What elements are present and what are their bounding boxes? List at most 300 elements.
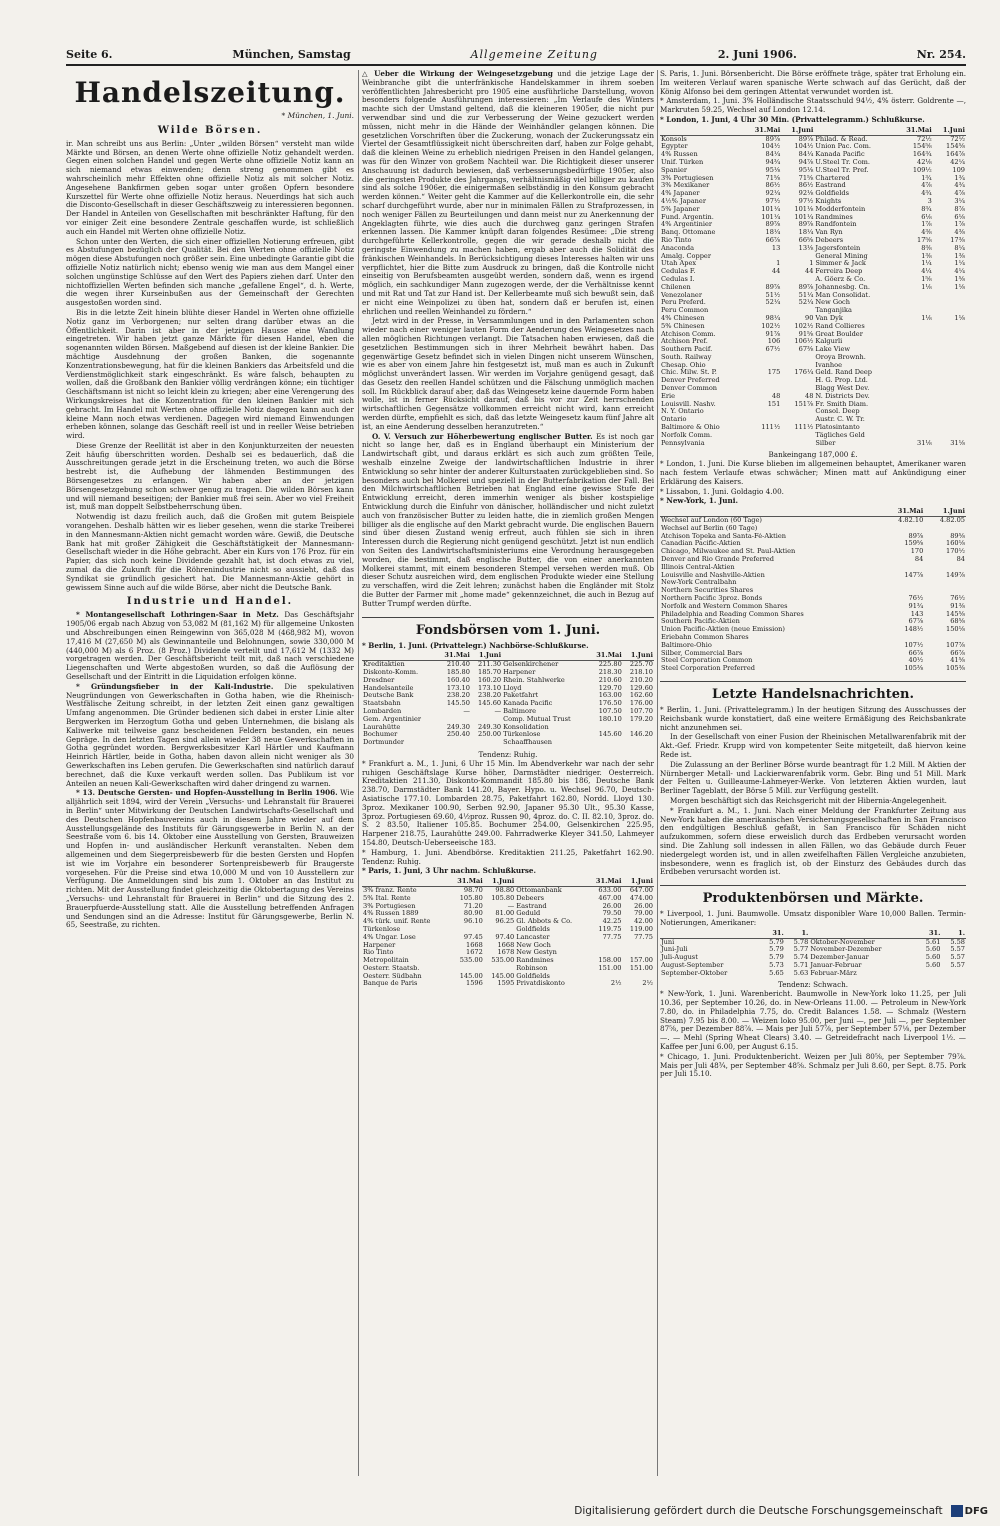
table-cell: 80.90 xyxy=(463,910,483,918)
table-cell xyxy=(924,564,966,572)
table-row xyxy=(660,385,966,393)
table-cell: 89⅞ xyxy=(798,221,814,229)
table-cell: 97½ xyxy=(798,197,814,205)
table-cell: 31⅛ xyxy=(917,439,932,447)
table-cell: 84¼ xyxy=(798,151,814,159)
table-cell: Banque de Paris xyxy=(363,980,418,988)
market-report-paris: S. Paris, 1. Juni. Börsenbericht. Die Börse eröffnete träge, später trat Erholung ein. Im weiteren Verlauf waren spanische Werte schwach auf das Gerücht, daß der König Alfonso bei dem geringen Attentat verwundet worden ist. xyxy=(660,70,966,96)
table-cell: 71⅝ xyxy=(798,174,814,182)
table-cell xyxy=(933,299,966,307)
table-cell: 249.30 xyxy=(478,723,502,731)
market-heading-paris: * Paris, 1. Juni, 3 Uhr nachm. Schlußkurse. xyxy=(362,866,536,876)
table-row xyxy=(660,962,966,970)
table-cell: Schaaffhausen xyxy=(503,739,553,747)
table-cell: Paketfahrt xyxy=(503,692,539,700)
column-header: 1. xyxy=(785,930,810,938)
table-cell xyxy=(895,299,933,307)
table-cell: 1668 xyxy=(497,941,515,949)
table-row xyxy=(660,938,966,946)
table-cell: 107½ xyxy=(904,641,924,649)
table-cell xyxy=(933,323,966,331)
table-cell xyxy=(743,307,781,315)
table-cell: 96.25 xyxy=(495,918,515,926)
table-cell xyxy=(781,377,814,385)
table-cell: 97½ xyxy=(765,197,781,205)
table-row xyxy=(660,245,966,253)
table-cell: 1⅝ xyxy=(921,275,932,283)
table-cell: Egypter xyxy=(661,143,688,151)
table-cell: Eriebahn Common Shares xyxy=(661,633,749,641)
table-cell: 151.00 xyxy=(629,964,653,972)
paragraph: Schon unter den Werten, die sich einer offiziellen Notierung erfreuen, gibt es Abstufungen bezüglich der Qualität. Bei den Werten ohne offizielle Notiz mögen diese Abstufungen noch größer sein. Eine unbedingte Garantie gibt die offizielle Notiz natürlich nicht; ebenso wenig wie man aus dem Mangel einer solchen ungünstige Schlüsse auf den Wert des Papiers ziehen darf. Unter den nichtoffiziellen Werten befinden sich manche „gefallene Engel“, d. h. Werte, die wegen ihrer Kurseinbußen aus der Gemeinschaft der Gerechten ausgestoßen worden sind. xyxy=(66,236,354,308)
paris-table xyxy=(362,878,654,988)
table-cell: Man Consolidat. xyxy=(815,291,871,299)
table-header xyxy=(362,652,654,660)
table-row xyxy=(660,253,966,261)
table-cell: 1595 xyxy=(497,980,515,988)
table-cell: 4.82.10 xyxy=(898,516,924,525)
table-cell xyxy=(924,579,966,587)
table-cell: 96.10 xyxy=(463,918,483,926)
column-header: 31.Mai xyxy=(437,652,471,660)
table-cell: 94¾ xyxy=(765,158,781,166)
table-row xyxy=(660,167,966,175)
table-cell: Randmines xyxy=(516,957,554,965)
table-cell: Handelsanteile xyxy=(363,684,414,692)
column-header: 1.Juni xyxy=(933,127,966,135)
table-cell xyxy=(743,385,781,393)
table-cell: Gl. Abbots & Co. xyxy=(516,918,573,926)
table-cell: 107.50 xyxy=(598,707,622,715)
table-cell: 4% Chinesen xyxy=(661,314,705,322)
table-cell: 107⅞ xyxy=(946,641,965,649)
table-cell: 5.79 xyxy=(769,938,784,946)
table-cell: 218.10 xyxy=(629,669,653,676)
table-cell: August-September xyxy=(661,961,724,969)
table-row xyxy=(660,408,966,416)
table-cell: 4% Russen 1889 xyxy=(363,910,419,918)
table-cell: 1⅛ xyxy=(921,314,932,322)
table-cell: 111½ xyxy=(794,424,814,432)
table-cell: 52¼ xyxy=(765,299,781,307)
table-cell: 5.73 xyxy=(769,961,784,969)
table-cell xyxy=(743,253,781,261)
table-cell: 101¼ xyxy=(794,213,814,221)
table-cell: 145.00 xyxy=(459,972,483,980)
table-cell: Laurahütte xyxy=(363,723,401,731)
table-cell xyxy=(895,424,933,432)
table-row xyxy=(660,657,966,665)
table-cell: 1¼ xyxy=(954,260,965,268)
table-cell: Silber xyxy=(815,439,836,447)
table-cell: Modderfontein xyxy=(815,205,866,213)
table-cell: Canadian Pacific-Aktien xyxy=(661,540,741,548)
table-cell: H. G. Prop. Ltd. xyxy=(815,377,868,385)
table-cell: Tägliches Geld xyxy=(815,431,865,439)
table-cell: 48 xyxy=(805,392,814,400)
table-row xyxy=(660,572,966,580)
table-cell: 210.20 xyxy=(629,676,653,684)
table-cell: 89⅞ xyxy=(908,532,924,540)
table-cell: 101¼ xyxy=(761,213,781,221)
table-cell xyxy=(588,949,623,957)
tendency: Tendenz: Ruhig. xyxy=(478,749,538,759)
column-header xyxy=(814,127,895,135)
table-cell xyxy=(933,393,966,401)
table-header xyxy=(362,878,654,886)
table-cell xyxy=(437,739,471,747)
table-cell: 149⅞ xyxy=(946,571,965,579)
table-cell: 91¾ xyxy=(908,602,924,610)
table-cell: 143 xyxy=(910,610,924,618)
table-row xyxy=(660,260,966,268)
table-cell: 42¼ xyxy=(950,158,965,166)
table-cell: 647.00 xyxy=(629,886,653,894)
table-cell: 145.50 xyxy=(446,700,470,708)
table-cell xyxy=(743,362,781,370)
table-cell: 176.00 xyxy=(629,700,653,708)
table-row xyxy=(362,739,654,747)
table-cell: Northern Securities Shares xyxy=(661,587,754,595)
table-cell: 148½ xyxy=(904,626,924,634)
table-row xyxy=(660,556,966,564)
table-cell: 89⅞ xyxy=(765,221,781,229)
table-cell xyxy=(933,331,966,339)
table-cell: Oesterr. Staatsb. xyxy=(363,964,420,972)
table-cell: 5.60 xyxy=(925,946,941,954)
table-cell: Atchison Topeka and Santa-Fé-Aktien xyxy=(661,532,787,540)
liverpool-table xyxy=(660,930,966,978)
item-heading: * Montangesellschaft Lothringen-Saar in Metz. xyxy=(76,610,279,620)
table-row xyxy=(660,190,966,198)
table-cell: 66⅞ xyxy=(908,649,924,657)
column-header: 31.Mai xyxy=(743,127,781,135)
table-cell: Wechsel auf London (60 Tage) xyxy=(661,516,762,525)
table-cell: 4⅞ xyxy=(921,182,932,190)
table-cell: 109½ xyxy=(912,166,932,174)
column-header: 1.Juni xyxy=(924,508,966,516)
table-cell: 4⅞ xyxy=(954,190,965,198)
table-cell xyxy=(924,587,966,595)
table-cell: 173.10 xyxy=(478,684,502,692)
table-cell: Lombarden xyxy=(363,707,402,715)
table-cell: Union Pacific-Aktien (neue Emission) xyxy=(661,626,785,634)
table-cell: 4⅜ xyxy=(921,229,932,237)
table-row xyxy=(660,377,966,385)
table-cell xyxy=(917,970,942,978)
table-cell: Venezolaner xyxy=(661,291,702,299)
table-cell: Spanier xyxy=(661,166,688,174)
table-cell: Ontario xyxy=(661,416,687,424)
table-cell xyxy=(924,634,966,642)
table-cell: 474.00 xyxy=(629,894,653,902)
table-cell: Gem. Argentinier xyxy=(363,715,422,723)
table-cell: 164¾ xyxy=(912,151,932,159)
table-cell: 175 xyxy=(767,369,781,377)
table-cell: 86½ xyxy=(798,182,814,190)
table-cell: 86½ xyxy=(765,182,781,190)
paragraph: * Frankfurt a. M., 1. Juni. Nach einer Meldung der Frankfurter Zeitung aus New-York haben die amerikanischen Versicherungsgesellschaften in San Francisco den endgültigen Beschluß gefaßt, in San Francisco für Schäden nicht aufzukommen, sofern diese erweislich durch das Erdbeben verursacht worden sind. Die Zahlung soll indessen in allen Fällen, wo das Gebäude durch Feuer niedergelegt worden ist, und in allen zweifelhaften Fällen Vergleiche anzubieten, insbesondere, wenn es fraglich ist, ob der Einsturz des Gebäudes durch das Erdbeben verursacht worden ist. xyxy=(660,805,966,877)
table-cell: Jagersfontein xyxy=(815,244,861,252)
table-row xyxy=(362,903,654,911)
table-cell: 249.30 xyxy=(446,723,470,731)
table-cell: 154⅝ xyxy=(912,143,932,151)
table-cell: 101¼ xyxy=(761,205,781,213)
table-cell: 5.79 xyxy=(769,954,784,962)
table-cell: Konsols xyxy=(661,135,687,143)
table-cell: 79.50 xyxy=(602,910,622,918)
table-cell: Austr. C. W. Tr. xyxy=(815,416,865,424)
table-cell: 52¼ xyxy=(798,299,814,307)
table-cell: 535.00 xyxy=(491,957,515,965)
table-cell: 1⅛ xyxy=(954,314,965,322)
table-cell: 90 xyxy=(805,314,814,322)
table-cell: 4¾ xyxy=(954,182,965,190)
table-row xyxy=(660,182,966,190)
table-cell: 211.30 xyxy=(478,660,502,669)
table-cell: Kalgurli xyxy=(815,338,843,346)
table-cell xyxy=(924,525,966,533)
market-heading-london: * London, 1. Juni, 4 Uhr 30 Min. (Privattelegramm.) Schlußkurse. xyxy=(660,114,925,124)
table-cell: Ferreira Deep xyxy=(815,268,863,276)
table-cell: — xyxy=(507,902,515,910)
table-cell: Louisvill. Nashv. xyxy=(661,400,716,408)
table-cell: Illinois Central-Aktien xyxy=(661,563,735,571)
column-header: 1.Juni xyxy=(484,878,515,886)
table-cell xyxy=(933,424,966,432)
table-cell: 18¼ xyxy=(798,229,814,237)
table-cell: 1672 xyxy=(466,949,483,957)
table-cell: Oktober-November xyxy=(810,938,875,946)
table-cell: 157.00 xyxy=(629,957,653,965)
item-heading: △ Ueber die Wirkung der Weingesetzgebung xyxy=(362,70,553,78)
table-cell: Goldfields xyxy=(815,190,849,198)
table-cell: 129.70 xyxy=(598,684,622,692)
table-cell xyxy=(781,253,814,261)
table-cell: Amalg. Copper xyxy=(661,252,711,260)
table-cell xyxy=(781,307,814,315)
table-cell: Pennsylvania xyxy=(661,439,705,447)
table-row xyxy=(660,424,966,432)
table-cell: 13⅛ xyxy=(798,244,814,252)
table-cell: 4.82.05 xyxy=(939,516,965,525)
table-row xyxy=(660,618,966,626)
table-cell: 102½ xyxy=(761,322,781,330)
table-cell xyxy=(781,416,814,424)
table-row xyxy=(660,650,966,658)
table-row xyxy=(660,595,966,603)
table-cell: 89⅞ xyxy=(798,283,814,291)
section-title-produkten: Produktenbörsen und Märkte. xyxy=(660,885,966,907)
table-cell: 8⅞ xyxy=(954,205,965,213)
table-cell: 66⅞ xyxy=(765,236,781,244)
table-cell: Philadelphia and Reading Common Shares xyxy=(661,610,804,618)
table-row xyxy=(660,323,966,331)
table-cell xyxy=(882,564,924,572)
table-cell xyxy=(895,377,933,385)
table-row xyxy=(660,292,966,300)
table-cell: September-Oktober xyxy=(661,969,728,977)
table-cell: 3% Portugiesen xyxy=(363,902,416,910)
table-cell: 5.71 xyxy=(793,961,809,969)
table-cell: 109 xyxy=(952,166,965,174)
table-cell: Geld. Rand Deep xyxy=(815,369,873,377)
table-cell: Rio Tinto xyxy=(661,236,692,244)
table-cell: 1⅞ xyxy=(954,221,965,229)
table-cell: 3% franz. Rente xyxy=(363,886,417,894)
table-cell: 467.00 xyxy=(598,894,622,902)
column-header xyxy=(809,930,917,938)
table-cell: Steel Corporation Preferred xyxy=(661,665,755,673)
table-cell: Norfolk Comm. xyxy=(661,431,713,439)
table-cell: Ivanhoe xyxy=(815,361,843,369)
table-cell: Baltimore-Ohio xyxy=(661,641,712,649)
table-cell: 129.60 xyxy=(629,684,653,692)
table-cell: 77.75 xyxy=(602,933,622,941)
table-cell: 160⅛ xyxy=(946,540,965,548)
table-row xyxy=(660,525,966,533)
column-header xyxy=(660,127,743,135)
table-cell xyxy=(743,377,781,385)
paragraph: Morgen beschäftigt sich das Reichsgericht mit der Hibernia-Angelegenheit. xyxy=(670,795,947,805)
table-cell xyxy=(781,362,814,370)
table-cell: Comp. Mutual Trust xyxy=(503,715,571,723)
table-cell: Rio Tinto xyxy=(363,949,394,957)
table-row xyxy=(660,954,966,962)
table-row xyxy=(660,331,966,339)
table-cell xyxy=(623,739,654,747)
table-row xyxy=(660,393,966,401)
issue-date: 2. Juni 1906. xyxy=(717,47,797,61)
table-cell: Platosintanto xyxy=(815,424,860,432)
table-cell: 170 xyxy=(910,548,924,556)
table-cell: 17⅝ xyxy=(917,236,932,244)
table-cell: Baltimore & Ohio xyxy=(661,424,720,432)
table-cell xyxy=(933,307,966,315)
table-cell: 13 xyxy=(771,244,781,252)
table-cell: Januar-Februar xyxy=(810,961,862,969)
table-cell: 76½ xyxy=(950,595,965,602)
table-cell: Dortmunder xyxy=(363,739,405,747)
column-header xyxy=(660,508,882,516)
table-cell: 68⅝ xyxy=(950,618,965,626)
table-cell: Philad. & Read. xyxy=(815,135,868,143)
table-cell: 91⅜ xyxy=(950,602,965,610)
table-cell: Gelsenkirchener xyxy=(503,660,559,669)
table-cell: Randmines xyxy=(815,213,853,221)
table-row xyxy=(362,700,654,708)
table-cell: 151 xyxy=(767,400,781,408)
table-row xyxy=(660,579,966,587)
table-cell xyxy=(781,385,814,393)
table-row xyxy=(660,276,966,284)
table-row xyxy=(362,895,654,903)
item-text: Es ist noch gar nicht so lange her, daß es in England überhaupt ein Ministerium der Landwirtschaft gibt, und daraus erklärt es sich auch zum größten Teile, weshalb einzelne Zweige der landwirtschaftlichen Industrie in ihrer Entwicklung so sehr hinter der anderer Kulturstaaten zurückgeblieben sind. So besonders auch bei Molkerei und speziell in der Butterfabrikation der Fall. Bei den Milchwirtschaftlichen Betrieben hat England eine gewisse Stufe der Entwicklung erreicht, deren immerhin weniger als bisher kostspielige Entwicklung durch die Einfuhr von dänischer, holländischer und nicht zuletzt auch von französischer Butter zu leiden hatte, die in ziemlich großen Mengen billiger als die englische auf den Markt gebracht wurde. Die englischen Bauern sind über diesen Zustand wenig erfreut, auch fühlen sie sich in ihren Interessen durch die Regierung nicht genügend geschützt. Jetzt ist nun endlich von Seiten des Landwirtschaftsministeriums eine Verordnung herausgegeben worden, die bestimmt, daß englische Butter, die von einer anerkannten Molkerei stammt, mit einem besonderen Stempel versehen werden muß. Ob dieser Schutz ausreichen wird, dem englischen Produkte wieder eine Stellung zu verschaffen, wird die Zeit lehren; zunächst haben die Engländer mit Stolz die Butter der Farmer mit „home made“ gekennzeichnet, die auch in Bezug auf Butter Trumpf werden dürfte. xyxy=(362,431,654,608)
table-cell: 151.00 xyxy=(598,964,622,972)
table-cell: Atchison Comm. xyxy=(661,330,716,338)
table-row xyxy=(660,229,966,237)
table-cell xyxy=(895,408,933,416)
table-cell: 72½ xyxy=(950,135,965,143)
table-cell: 5.63 xyxy=(793,969,809,977)
table-cell: General Mining xyxy=(815,252,868,260)
market-report-frankfurt: * Frankfurt a. M., 1. Juni, 6 Uhr 15 Min. Im Abendverkehr war nach der sehr ruhigen Geschäftslage Kurse höher, Darmstädter niedriger. Oesterreich. Kreditaktien 211.30, Diskonto-Kommandit 185.80 bis 186, Deutsche Bank 238.70, Darmstädter Bank 141.20, Bayer. Hypo. u. Wechsel 96.70, Deutsch-Asiatische 177.10. Lombarden 28.75, Paketfahrt 162.80, Nordd. Lloyd 130. 3proz. Mexikaner 100.90, Serben 92.90, Japaner 95.30 Ult., 95.30 Kasse, 3proz. Portugiesen 69.60, 4½proz. Russen 90, 4proz. do. C. II. 82.10, 3proz. do. S. 2 83.50, Italiener 105.85. Bochumer 254.00, Gelsenkirchen 225.95, Harpener 218.75, Laurahütte 249.00. Fahrradwerke Kleyer 341.50, Lahmeyer 154.80, Deutsch-Ueberseeische 183. xyxy=(362,758,654,847)
table-cell: Tanganjika xyxy=(815,307,852,315)
table-cell: 44 xyxy=(771,268,781,276)
table-cell: Denver Common xyxy=(661,385,718,393)
table-cell: Lancaster xyxy=(516,933,550,941)
table-cell: 26.00 xyxy=(602,902,622,910)
table-cell xyxy=(895,416,933,424)
table-row xyxy=(660,143,966,151)
paragraph: Bis in die letzte Zeit hinein blühte dieser Handel in Werten ohne offizielle Notiz ganz im Verborgenen; nur selten drang darüber etwas an die Öffentlichkeit. Darin ist aber in der jetzigen Hausse eine Wandlung eingetreten. Wir haben jetzt ganze Märkte für diesen Handel, eben die sogenannten wilden Börsen. Maßgebend auf diesen ist der kleine Bankier. Die mächtige Ausdehnung der großen Banken, die sogenannte Konzentrationsbewegung, hat für die kleinen Bankiers das Arbeitsfeld und die Verdienstmöglichkeit stark eingeschränkt. Es wäre falsch, behaupten zu wollen, daß die Großbank den Bankier völlig verdrängen könne; ein tüchtiger Geschäftsmann ist nicht so leicht klein zu kriegen; aber eine Verengerung des Wirkungskreises hat die Konzentration für den kleinen Bankier mit sich gebracht. Im Handel mit Werten ohne offizielle Notiz dagegen kann auch der kleine Mann noch etwas verdienen. Dagegen wird niemand Einwendungen erheben können, solange das Geschäft reell ist und in reeller Weise betrieben wird. xyxy=(66,307,354,441)
table-cell: 164⅞ xyxy=(946,151,965,159)
table-cell: 535.00 xyxy=(459,957,483,965)
table-cell: 210.60 xyxy=(598,676,622,684)
table-row xyxy=(660,401,966,409)
table-cell: 8⅜ xyxy=(921,244,932,252)
table-header xyxy=(660,930,966,938)
table-cell: 225.70 xyxy=(629,660,653,669)
table-cell: 18¼ xyxy=(765,229,781,237)
table-cell xyxy=(933,432,966,440)
table-cell: Harpener xyxy=(503,669,536,676)
table-cell: Kanada Pacific xyxy=(815,151,865,159)
table-cell: 41⅝ xyxy=(950,657,965,665)
table-cell: Peru Preferd. xyxy=(661,299,706,307)
table-cell: 238.20 xyxy=(446,692,470,700)
table-cell: Union Pac. Com. xyxy=(815,143,871,151)
table-cell xyxy=(781,276,814,284)
table-row xyxy=(362,918,654,926)
table-row xyxy=(362,965,654,973)
table-cell: 48 xyxy=(771,392,781,400)
table-cell: Denver and Rio Grande Preferred xyxy=(661,556,775,564)
table-cell: U.Steel Tr. Com. xyxy=(815,158,871,166)
item-text: und die jetzige Lage der Weinbranche gibt die unterfränkische Handelskammer in ihrem soeben veröffentlichten Jahresbericht pro 1905 eine ausführliche Darstellung, wovon besonders folgende Ausführungen interessieren: „Im Verlaufe des Winters machte sich der Umstand geltend, daß die kleineren 1905er, die nicht pur verwendbar sind und die zur Verbesserung der Weine gezuckert werden müssen, nicht mehr in die Hände der Weinhändler gelangen können. Die gesetzlichen Vorschriften über die Zuckerung, wonach der Zuckerungssatz ein Viertel der Gesamtflüssigkeit nicht überschreiten darf, haben zur Folge gehabt, daß die kleinen Weine zu erheblich niedrigen Preisen in den Handel gelangen, was für den Winzer von großem Nachteil war. Die Richtigkeit dieser unserer Anschauung ist dadurch bewiesen, daß verbesserungsbedürftige 1905er, also die geringsten Produkte des Jahrgangs, verhältnismäßig viel billiger zu kaufen sind als solche 1906er, die einigermaßen selbständig in den Konsum gebracht werden können.“ Weiter geht die Kammer auf die Kellerkontrolle ein, die sehr scharf durchgeführt wurde, aber nur in minimalen Fällen zu Strafprozessen, in noch weniger Fällen zu Beurteilungen und dann meist nur zu Anerkennung der Angeklagten führte, wie dies auch die durchweg ganz geringen Strafen erkennen lassen. Die Kammer knüpft daran folgendes Resümee: „Die streng durchgeführte Kellerkontrolle, gegen die wir gerade deshalb nicht die geringste Einwendung zu machen haben, ergab aber auch die Solidität des fränkischen Weinhandels. In Berücksichtigung dieses Interesses halten wir uns verpflichtet, hier die Bitte zum Ausdruck zu bringen, daß die Kontrolle nicht einseitig von Berufsbeamten ausgeübt werden, sondern daß, wenn es irgend möglich, ein sachkundiger Mann zugezogen werde, der die Verhältnisse kennt und mit Rat und Tat zur Hand ist. Der Kellerbeamte muß sich bewußt sein, daß er nicht eine Weinpolizei zu üben hat, sondern daß er berufen ist, einen ehrlichen und reellen Weinhandel zu fördern.“ xyxy=(362,70,654,316)
table-cell: 2½ xyxy=(610,980,622,988)
table-cell: 4¼ xyxy=(954,268,965,276)
table-cell: Anaconda xyxy=(661,244,695,252)
table-row xyxy=(362,708,654,716)
table-cell: 145.60 xyxy=(598,731,622,739)
table-cell: 3 xyxy=(927,197,932,205)
table-cell: 76½ xyxy=(908,595,924,602)
article-title-wilde-boersen: Wilde Börsen. xyxy=(157,124,263,136)
column-header: 31.Mai xyxy=(588,878,623,886)
table-cell: Dezember-Januar xyxy=(810,954,869,962)
table-row xyxy=(362,724,654,732)
table-header xyxy=(660,508,966,516)
table-cell: Dresdner xyxy=(363,676,395,684)
table-cell xyxy=(437,716,471,724)
table-cell xyxy=(484,926,515,934)
table-cell: 98.80 xyxy=(495,886,515,894)
table-row xyxy=(660,135,966,143)
table-row xyxy=(660,151,966,159)
table-cell: 71⅝ xyxy=(765,174,781,182)
table-cell: 44 xyxy=(805,268,814,276)
table-cell: 26.00 xyxy=(634,902,653,910)
column-divider xyxy=(657,70,658,1476)
market-heading-newyork: * New-York, 1. Juni. xyxy=(660,496,738,506)
table-cell: N. Districts Dev. xyxy=(815,392,870,400)
table-cell xyxy=(449,965,484,973)
table-cell: Türkenlose xyxy=(503,731,541,739)
table-cell: 101⅛ xyxy=(794,205,814,213)
table-cell: Van Dyk xyxy=(815,314,843,322)
table-row xyxy=(660,369,966,377)
